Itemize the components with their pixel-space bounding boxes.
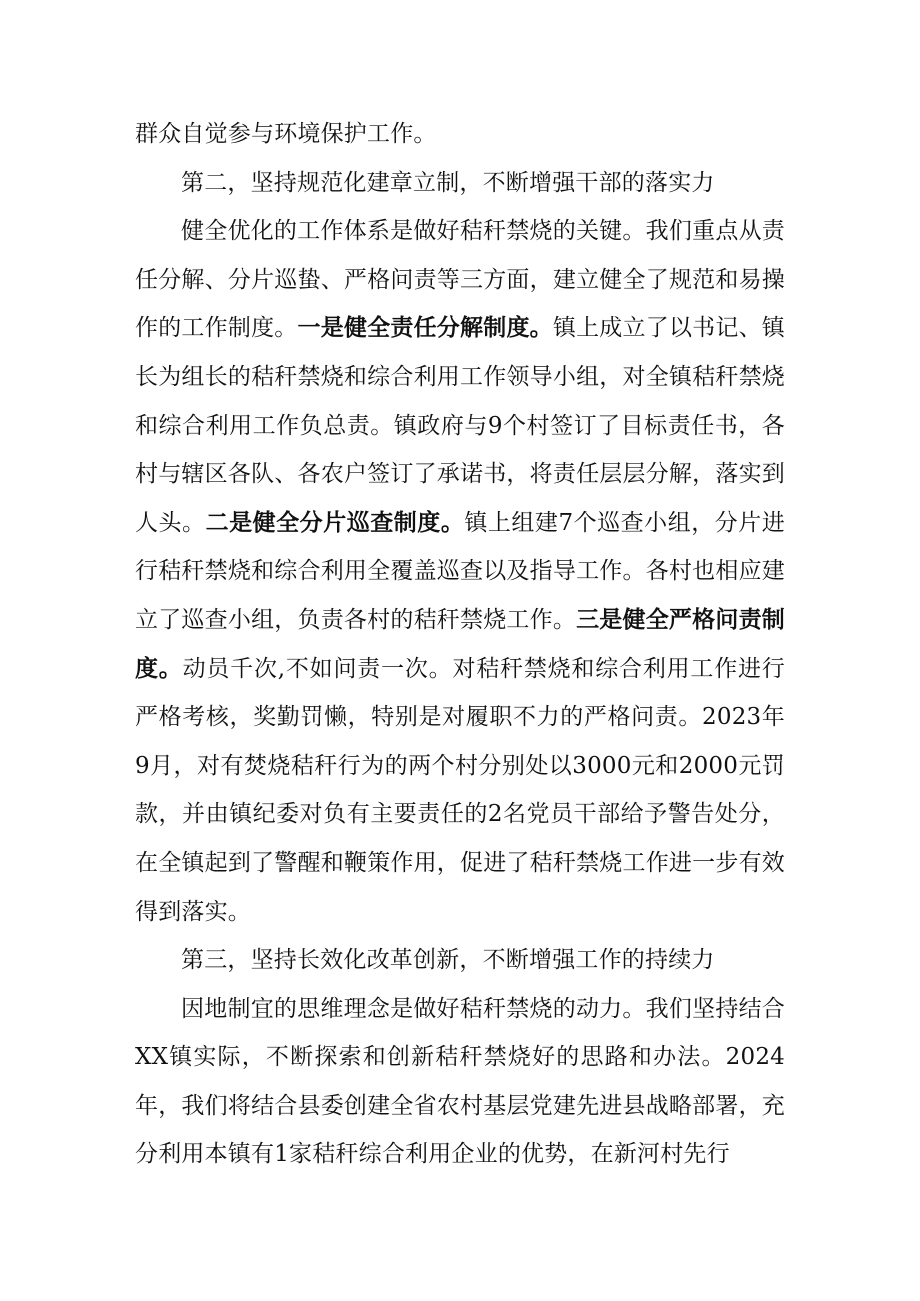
paragraph-intro-text: 健全优化的工作体系是做好秸秆禁烧的关键。我们重点从责任分解、分片巡蛰、严格问责等三方面，建立健全了规范和易操作的工作制度。 bbox=[135, 218, 785, 342]
point-3-text: 动员千次,不如问责一次。对秸秆禁烧和综合利用工作进行严格考核，奖勤罚懒，特别是对履职不力的严格问责。2023年9月，对有焚烧秸秆行为的两个村分别处以3000元和2000元罚款，并由镇纪委对负有主要责任的2名党员干部给予警告处分，在全镇起到了警醒和鞭策作用，促进了秸秆禁烧工作进一步有效得到落实。 bbox=[135, 655, 785, 925]
paragraph-innovation: 因地制宜的思维理念是做好秸秆禁烧的动力。我们坚持结合XX镇实际，不断探索和创新秸秆禁烧好的思路和办法。2024年，我们将结合县委创建全省农村基层党建先进县战略部署，充分利用本镇有1家秸秆综合利用企业的优势，在新河村先行 bbox=[135, 995, 785, 1168]
document-body bbox=[135, 110, 785, 1179]
section-heading-3: 第三，坚持长效化改革创新，不断增强工作的持续力 bbox=[181, 947, 715, 974]
paragraph-work-system bbox=[135, 207, 785, 936]
point-2-text: 镇上组建7个巡查小组，分片进行秸秆禁烧和综合利用全覆盖巡查以及指导工作。各村也相应建立了巡查小组，负责各村的秸秆禁烧工作。 bbox=[135, 509, 785, 633]
bold-point-3: 三是健全严格问责制度。 bbox=[135, 605, 785, 682]
bold-point-1: 一是健全责任分解制度。 bbox=[297, 314, 553, 342]
section-heading-2: 第二，坚持规范化建章立制，不断增强干部的落实力 bbox=[181, 169, 715, 196]
bold-point-2: 二是健全分片巡查制度。 bbox=[205, 508, 465, 536]
paragraph-continuation: 群众自觉参与环境保护工作。 bbox=[135, 121, 437, 147]
point-1-text: 镇上成立了以书记、镇长为组长的秸秆禁烧和综合利用工作领导小组，对全镇秸秆禁烧和综合利用工作负总责。镇政府与9个村签订了目标责任书，各村与辖区各队、各农户签订了承诺书，将责任层层分解，落实到人头。 bbox=[135, 315, 786, 536]
